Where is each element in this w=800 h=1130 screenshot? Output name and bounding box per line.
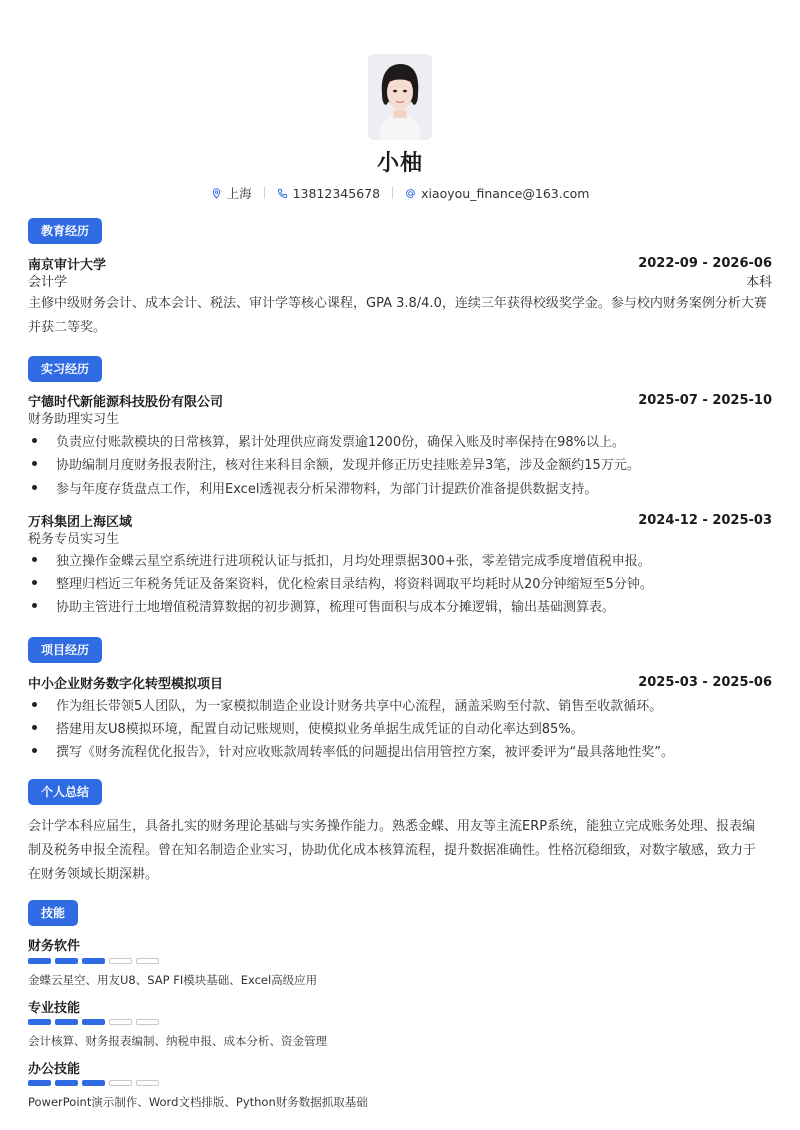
summary-line: 在财务领域长期深耕。 [28,867,159,882]
bullet-dot [32,557,37,562]
section-skills-header: 技能 [28,900,78,926]
at-sign-icon [405,188,416,199]
candidate-name: 小柚 [376,151,423,176]
profile-photo [368,54,432,140]
bullet-text: 作为组长带领5人团队，为一家模拟制造企业设计财务共享中心流程，涵盖采购至付款、销售至收款循环。 [56,699,663,714]
skill-bar-filled [28,1080,51,1086]
bullet-dot [32,485,37,490]
phone-text: 13812345678 [292,185,381,201]
job-bullet [28,573,772,592]
bullet-text: 负责应付账款模块的日常核算，累计处理供应商发票逾1200份，确保入账及时率保持在98%以上。 [56,435,625,450]
bullet-dot [32,580,37,585]
bullet-text: 撰写《财务流程优化报告》，针对应收账款周转率低的问题提出信用管控方案，被评委评为“最具落地性奖”。 [56,745,674,760]
skill-bar-filled [82,1019,105,1025]
project-bullet [28,741,772,760]
company-name: 万科集团上海区域 [28,515,133,530]
job-bullet [28,454,772,473]
contact-email[interactable] [405,186,589,201]
location-text: 上海 [226,186,252,201]
bullet-text: 协助主管进行土地增值税清算数据的初步测算，梳理可售面积与成本分摊逻辑，输出基础测算表。 [56,600,616,615]
skill-level-bars [28,1080,159,1086]
skill-bar-filled [82,958,105,964]
section-internship-header: 实习经历 [28,356,102,382]
job-role: 税务专员实习生 [28,532,120,547]
contact-bar [0,184,800,202]
contact-location [211,184,252,202]
skill-bar-filled [55,1019,78,1025]
skill-description: 金蝶云星空、用友U8、SAP FI模块基础、Excel高级应用 [28,973,318,987]
bullet-dot [32,603,37,608]
skill-name: 办公技能 [28,1062,81,1077]
phone-icon [277,188,288,199]
bullet-text: 独立操作金蝶云星空系统进行进项税认证与抵扣，月均处理票据300+张，零差错完成季度增值税申报。 [56,554,651,569]
bullet-dot [32,438,37,443]
skill-name: 专业技能 [28,1001,81,1016]
section-summary-header: 个人总结 [28,779,102,805]
job-bullet [28,431,772,450]
job-role: 财务助理实习生 [28,412,120,427]
education-degree: 本科 [745,275,772,290]
summary-line: 制及税务申报全流程。曾在知名制造企业实习，协助优化成本核算流程，提升数据准确性。性格沉稳细致，对数字敏感，致力于 [28,843,757,858]
bullet-dot [32,702,37,707]
skill-description: 会计核算、财务报表编制、纳税申报、成本分析、资金管理 [28,1034,327,1048]
skill-bar-empty [136,1080,159,1086]
contact-divider [392,187,393,199]
job-period: 2025-07 - 2025-10 [638,393,772,408]
project-period: 2025-03 - 2025-06 [638,675,772,690]
education-major: 会计学 [28,275,68,290]
bullet-text: 搭建用友U8模拟环境，配置自动记账规则，使模拟业务单据生成凭证的自动化率达到85%。 [56,722,584,737]
skill-bar-filled [28,1019,51,1025]
job-bullet [28,550,772,569]
skill-bar-empty [109,958,132,964]
contact-divider [264,187,265,199]
bullet-text: 协助编制月度财务报表附注，核对往来科目余额，发现并修正历史挂账差异3笔，涉及金额约15万元。 [56,458,640,473]
summary-line: 会计学本科应届生，具备扎实的财务理论基础与实务操作能力。熟悉金蝶、用友等主流ERP系统，能独立完成账务处理、报表编 [28,819,756,834]
section-project-header: 项目经历 [28,637,102,663]
location-pin-icon [211,188,222,199]
bullet-dot [32,461,37,466]
skill-name: 财务软件 [28,939,81,954]
education-period: 2022-09 - 2026-06 [638,256,772,271]
skill-bar-filled [28,958,51,964]
project-bullet [28,718,772,737]
bullet-dot [32,748,37,753]
education-description [28,292,772,340]
skill-bar-filled [55,1080,78,1086]
job-row [28,511,772,530]
job-period: 2024-12 - 2025-03 [638,513,772,528]
skill-description: PowerPoint演示制作、Word文档排版、Python财务数据抓取基础 [28,1095,368,1109]
section-education-header: 教育经历 [28,218,102,244]
company-name: 宁德时代新能源科技股份有限公司 [28,395,224,410]
skill-bar-empty [109,1019,132,1025]
education-desc-line: 主修中级财务会计、成本会计、税法、审计学等核心课程，GPA 3.8/4.0，连续三年获得校级奖学金。参与校内财务案例分析大赛 [28,296,767,311]
skill-level-bars [28,1019,159,1025]
summary-text [28,815,772,887]
school-name: 南京审计大学 [28,258,107,273]
project-bullet [28,695,772,714]
bullet-dot [32,725,37,730]
bullet-text: 整理归档近三年税务凭证及备案资料，优化检索目录结构，将资料调取平均耗时从20分钟缩短至5分钟。 [56,577,653,592]
skill-bar-empty [136,958,159,964]
skill-bar-empty [109,1080,132,1086]
skill-bar-empty [136,1019,159,1025]
contact-phone[interactable] [277,186,380,201]
bullet-text: 参与年度存货盘点工作，利用Excel透视表分析呆滞物料，为部门计提跌价准备提供数据支持。 [56,482,598,497]
skill-bar-filled [55,958,78,964]
education-desc-line: 并获二等奖。 [28,320,107,335]
skill-level-bars [28,958,159,964]
job-row [28,391,772,410]
education-sub-row [28,271,772,290]
project-row [28,673,772,692]
job-bullet [28,596,772,615]
project-name: 中小企业财务数字化转型模拟项目 [28,677,224,692]
email-text: xiaoyou_finance@163.com [421,185,590,201]
skill-bar-filled [82,1080,105,1086]
job-bullet [28,478,772,497]
